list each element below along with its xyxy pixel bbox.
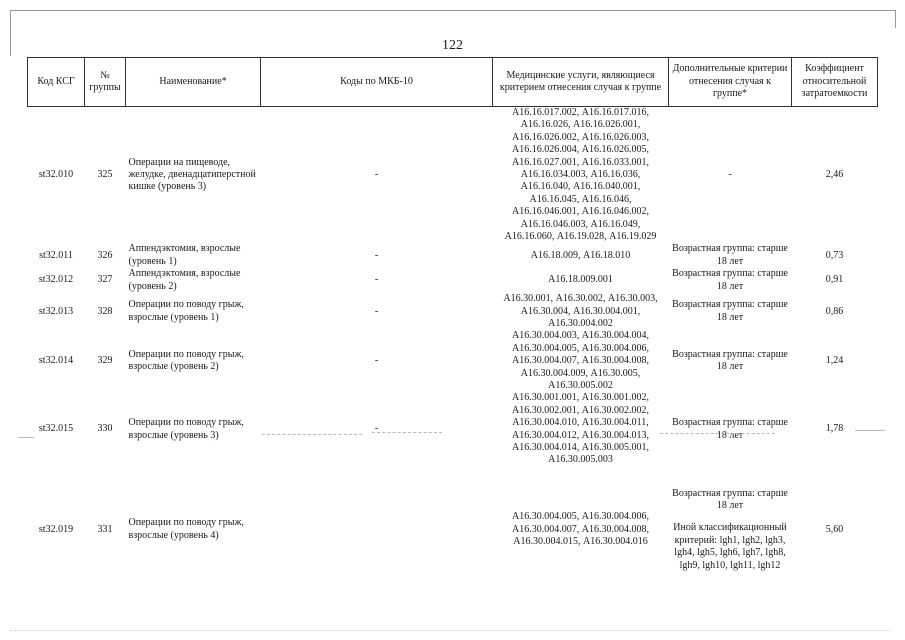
ksg-table (27, 57, 878, 593)
ksg-code: st32.019 (38, 523, 74, 535)
table-row (28, 467, 878, 593)
ksg-code: st32.010 (38, 169, 74, 181)
header-mkb: Коды по МКБ-10 (261, 58, 493, 107)
scan-artifact-line (855, 430, 885, 431)
criterion: Возрастная группа: старше 18 лет (672, 299, 788, 323)
criterion: Возрастная группа: старше 18 лет (672, 487, 788, 511)
table-header-row (28, 58, 878, 107)
mkb-codes: - (374, 423, 379, 435)
header-criteria: Дополнительные критерии отнесения случая к группе* (669, 58, 792, 107)
medical-services: А16.30.001, А16.30.002, А16.30.003, А16.30.004, А16.30.004.001, А16.30.004.002 (503, 293, 658, 329)
table-row (28, 268, 878, 293)
table-row (28, 107, 878, 244)
additional-criteria (669, 392, 792, 466)
page-number: 122 (442, 38, 463, 53)
medical-services: А16.30.004.003, А16.30.004.004, А16.30.004.005, А16.30.004.006, А16.30.004.007, А16.30.004.008, А16.30.004.009, А16.30.005, А16.30.005.002 (512, 330, 649, 391)
group-name: Операции на пищеводе, желудке, двенадцатиперстной кишке (уровень 3) (128, 156, 256, 193)
coefficient: 1,78 (825, 423, 844, 435)
ksg-code: st32.014 (38, 355, 74, 367)
group-number: 331 (97, 523, 113, 535)
coefficient: 0,73 (825, 249, 844, 261)
scan-artifact-line (18, 437, 34, 438)
group-number: 326 (97, 249, 113, 261)
mkb-codes: - (374, 305, 379, 317)
additional-criteria (669, 268, 792, 293)
header-code: Код КСГ (28, 58, 85, 107)
ksg-code: st32.012 (38, 274, 74, 286)
medical-services: А16.30.004.005, А16.30.004.006, А16.30.004.007, А16.30.004.008, А16.30.004.015, А16.30.004.016 (512, 511, 649, 547)
coefficient: 0,86 (825, 305, 844, 317)
header-group: № группы (85, 58, 126, 107)
ksg-code: st32.011 (39, 249, 73, 261)
criterion: Возрастная группа: старше 18 лет (672, 268, 788, 292)
scan-artifact-line (660, 433, 775, 434)
additional-criteria (669, 467, 792, 593)
mkb-codes: - (374, 355, 379, 367)
header-services: Медицинские услуги, являющиеся критерием отнесения случая к группе (493, 58, 669, 107)
group-number: 328 (97, 305, 113, 317)
additional-criteria (669, 107, 792, 244)
coefficient: 1,24 (825, 355, 844, 367)
group-name: Операции по поводу грыж, взрослые (уровень 4) (128, 517, 244, 541)
coefficient: 5,60 (825, 523, 844, 535)
table-row (28, 392, 878, 466)
mkb-codes: - (374, 169, 379, 181)
group-name: Операции по поводу грыж, взрослые (уровень 3) (128, 417, 244, 441)
medical-services: А16.16.017.002, А16.16.017.016, А16.16.026, А16.16.026.001, А16.16.026.002, А16.16.026.003, А16.16.026.004, А16.16.026.005, А16.16.027.001, А16.16.033.001, А16.16.034.003, А16.16.036, А16.16.040, А16.16.040.001, А16.16.045, А16.16.046, А16.16.046.001, А16.16.046.002, А16.16.046.003, А16.16.049, А16.16.060, А16.19.028, А16.19.029 (504, 107, 657, 243)
scan-artifact-line (262, 434, 362, 435)
table-row (28, 293, 878, 330)
group-number: 330 (97, 423, 113, 435)
group-name: Операции по поводу грыж, взрослые (уровень 2) (128, 348, 244, 373)
additional-criteria (669, 243, 792, 268)
page-frame-top (10, 10, 896, 11)
group-number: 325 (97, 169, 113, 181)
coefficient: 2,46 (825, 169, 844, 181)
page-frame-right (895, 10, 896, 28)
scan-artifact-bottom (10, 630, 890, 631)
additional-criteria (669, 330, 792, 392)
mkb-codes: - (374, 249, 379, 261)
scan-artifact-line (372, 432, 442, 433)
mkb-codes (261, 467, 493, 593)
group-name: Аппендэктомия, взрослые (уровень 2) (128, 268, 241, 292)
table-row (28, 330, 878, 392)
criteria-gap (672, 512, 789, 522)
criterion: Возрастная группа: старше 18 лет (672, 417, 788, 441)
group-name: Аппендэктомия, взрослые (уровень 1) (128, 243, 241, 267)
criterion: Возрастная группа: старше 18 лет (672, 348, 788, 373)
group-number: 327 (97, 274, 113, 286)
mkb-codes: - (374, 274, 379, 286)
ksg-code: st32.013 (38, 305, 74, 317)
medical-services: А16.18.009, А16.18.010 (530, 249, 631, 261)
medical-services: А16.18.009.001 (548, 274, 613, 286)
criterion: Иной классификационный критерий: lgh1, lgh2, lgh3, lgh4, lgh5, lgh6, lgh7, lgh8, lgh9, lgh10, lgh11, lgh12 (673, 522, 787, 571)
header-name: Наименование* (126, 58, 261, 107)
header-coefficient: Коэффициент относительной затратоемкости (792, 58, 878, 107)
group-number: 329 (97, 355, 113, 367)
coefficient: 0,91 (825, 274, 844, 286)
criterion: Возрастная группа: старше 18 лет (672, 243, 788, 267)
group-name: Операции по поводу грыж, взрослые (уровень 1) (128, 299, 244, 323)
additional-criteria (669, 293, 792, 330)
medical-services: А16.30.001.001, А16.30.001.002, А16.30.002.001, А16.30.002.002, А16.30.004.010, А16.30.004.011, А16.30.004.012, А16.30.004.013, А16.30.004.014, А16.30.005.001, А16.30.005.003 (512, 392, 649, 466)
table-row (28, 243, 878, 268)
ksg-code: st32.015 (38, 423, 74, 435)
criterion: - (728, 169, 732, 181)
